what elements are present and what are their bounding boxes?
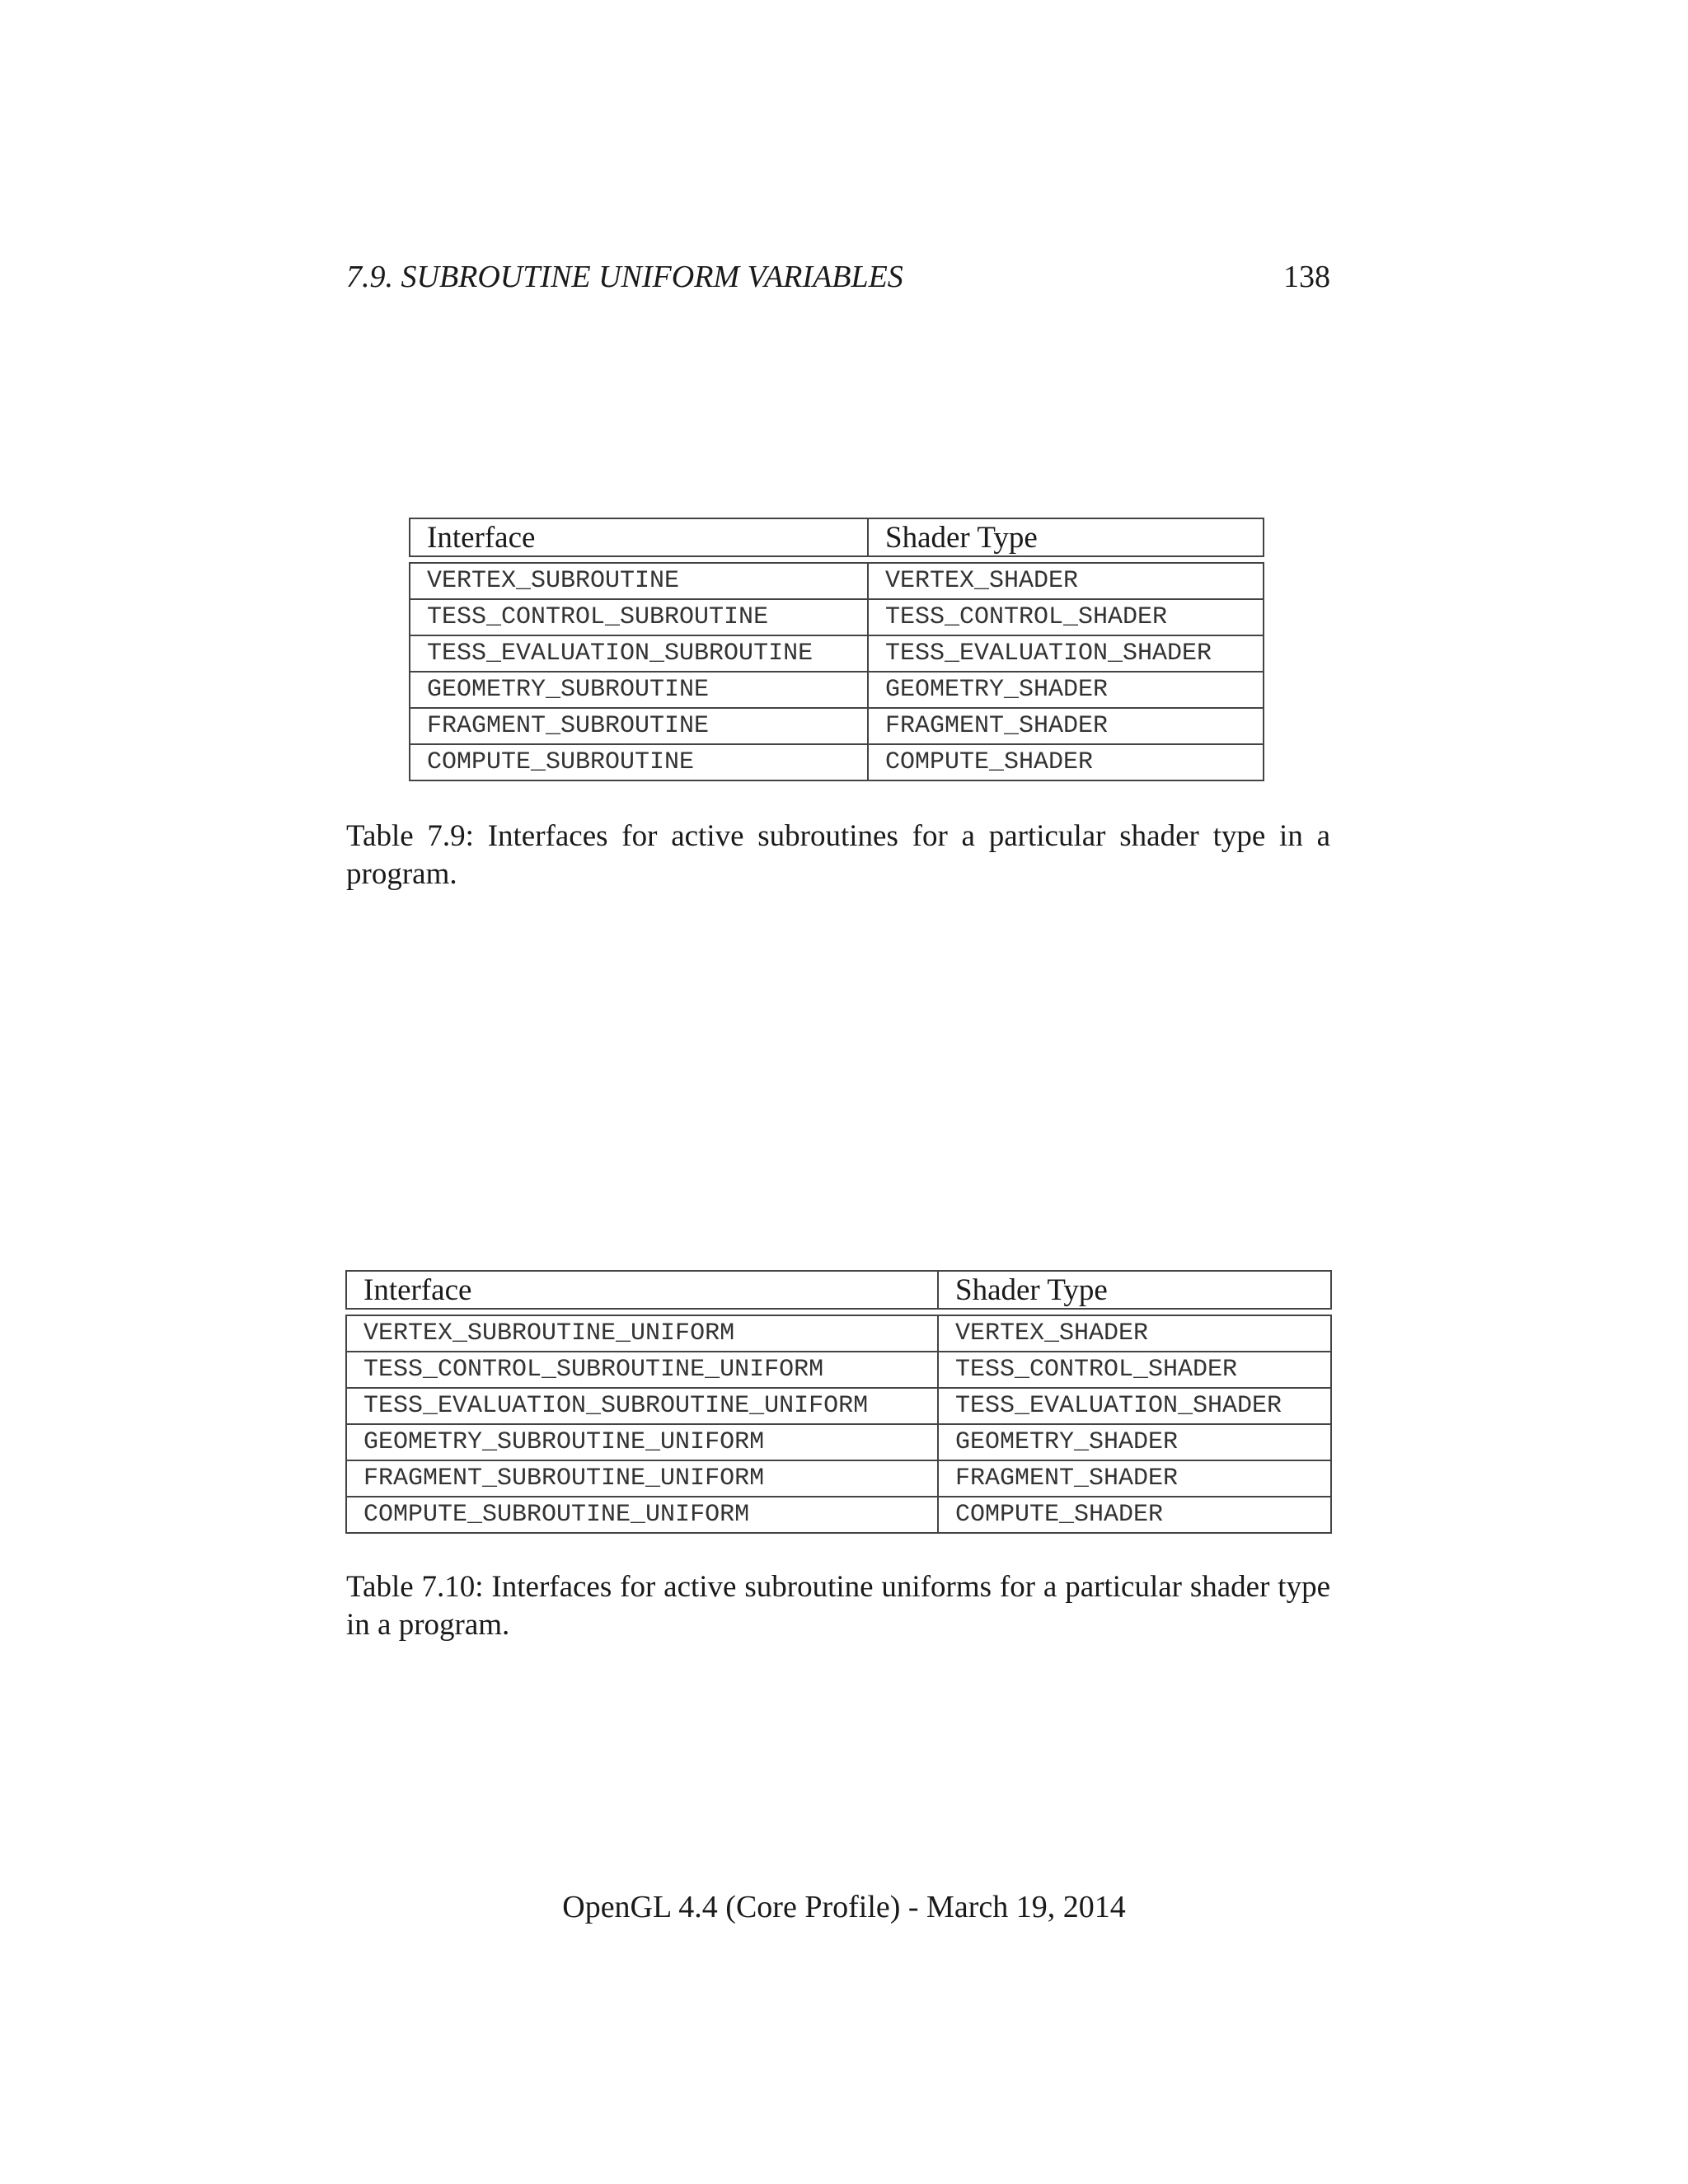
- section-title: 7.9. SUBROUTINE UNIFORM VARIABLES: [346, 260, 903, 294]
- table-row: [410, 563, 1264, 599]
- shader-type-cell: TESS_CONTROL_SHADER: [938, 1352, 1331, 1388]
- shader-type-cell: COMPUTE_SHADER: [868, 744, 1264, 780]
- table-row: [346, 1424, 1331, 1460]
- column-header-interface: Interface: [346, 1271, 938, 1309]
- column-header-interface: Interface: [410, 518, 868, 556]
- column-header-shader-type: Shader Type: [938, 1271, 1331, 1309]
- table-row: [410, 708, 1264, 744]
- shader-type-cell: GEOMETRY_SHADER: [868, 672, 1264, 708]
- page-footer: OpenGL 4.4 (Core Profile) - March 19, 2014: [562, 1890, 1126, 1924]
- interface-cell: COMPUTE_SUBROUTINE: [410, 744, 868, 780]
- shader-type-cell: VERTEX_SHADER: [938, 1315, 1331, 1352]
- interface-cell: VERTEX_SUBROUTINE_UNIFORM: [346, 1315, 938, 1352]
- shader-type-cell: TESS_CONTROL_SHADER: [868, 599, 1264, 635]
- page-number: 138: [1283, 260, 1330, 294]
- interface-cell: TESS_EVALUATION_SUBROUTINE: [410, 635, 868, 672]
- shader-type-cell: VERTEX_SHADER: [868, 563, 1264, 599]
- shader-type-cell: TESS_EVALUATION_SHADER: [938, 1388, 1331, 1424]
- interface-cell: TESS_CONTROL_SUBROUTINE: [410, 599, 868, 635]
- table-row: [410, 635, 1264, 672]
- table-row: [346, 1352, 1331, 1388]
- table-caption-7-10: Table 7.10: Interfaces for active subroutine uniforms for a particular shader type in a program.: [346, 1570, 1330, 1642]
- shader-type-cell: GEOMETRY_SHADER: [938, 1424, 1331, 1460]
- table-row: [346, 1388, 1331, 1424]
- table-row: [410, 744, 1264, 780]
- table-row: [346, 1315, 1331, 1352]
- shader-type-cell: TESS_EVALUATION_SHADER: [868, 635, 1264, 672]
- interface-cell: TESS_EVALUATION_SUBROUTINE_UNIFORM: [346, 1388, 938, 1424]
- table-row: [346, 1497, 1331, 1533]
- table-row: [410, 599, 1264, 635]
- table-header-row: [346, 1271, 1331, 1309]
- interface-cell: GEOMETRY_SUBROUTINE_UNIFORM: [346, 1424, 938, 1460]
- shader-type-cell: COMPUTE_SHADER: [938, 1497, 1331, 1533]
- column-header-shader-type: Shader Type: [868, 518, 1264, 556]
- interface-cell: COMPUTE_SUBROUTINE_UNIFORM: [346, 1497, 938, 1533]
- shader-type-cell: FRAGMENT_SHADER: [938, 1460, 1331, 1497]
- table-row: [346, 1460, 1331, 1497]
- interface-cell: VERTEX_SUBROUTINE: [410, 563, 868, 599]
- table-row: [410, 672, 1264, 708]
- interface-cell: FRAGMENT_SUBROUTINE: [410, 708, 868, 744]
- interface-cell: TESS_CONTROL_SUBROUTINE_UNIFORM: [346, 1352, 938, 1388]
- interfaces-subroutines-table: [409, 518, 1264, 781]
- interfaces-subroutine-uniforms-table: [345, 1270, 1332, 1534]
- table-caption-7-9: Table 7.9: Interfaces for active subroutines for a particular shader type in a program.: [346, 819, 1330, 891]
- interface-cell: GEOMETRY_SUBROUTINE: [410, 672, 868, 708]
- table-header-row: [410, 518, 1264, 556]
- shader-type-cell: FRAGMENT_SHADER: [868, 708, 1264, 744]
- interface-cell: FRAGMENT_SUBROUTINE_UNIFORM: [346, 1460, 938, 1497]
